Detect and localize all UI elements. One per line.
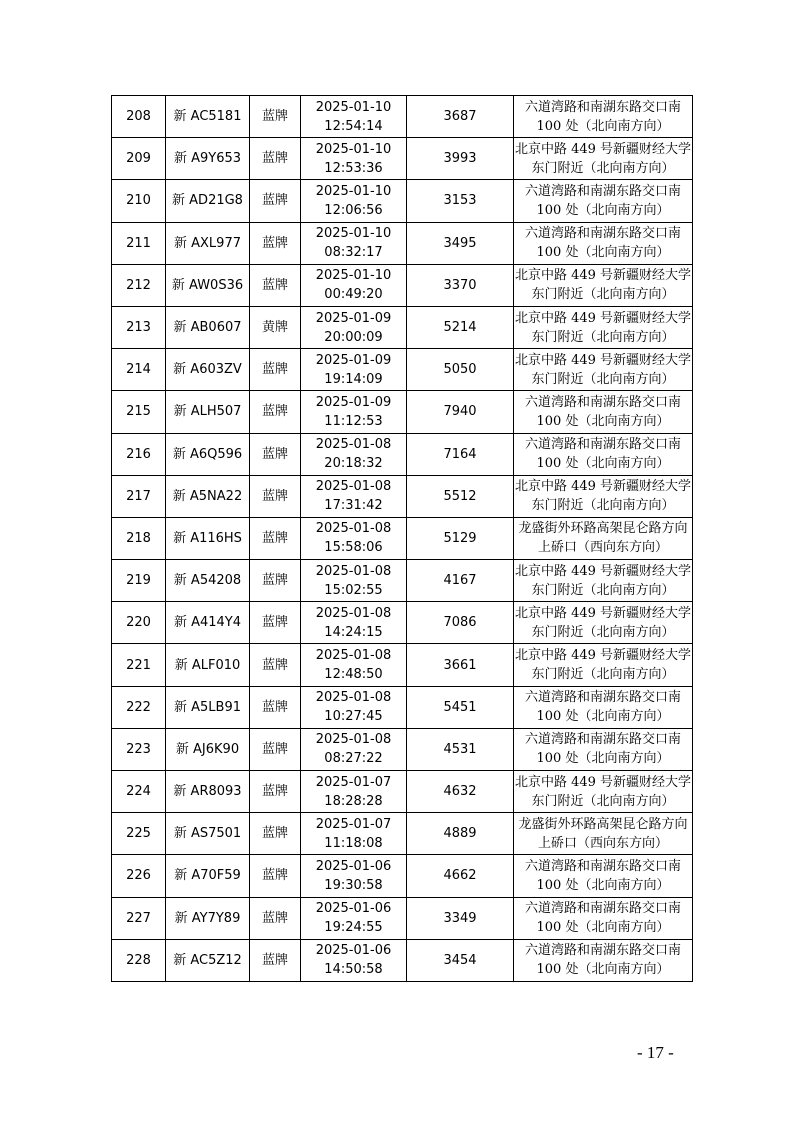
datetime-cell bbox=[301, 686, 407, 728]
location-line-2: 东门附近（北向南方向） bbox=[531, 160, 675, 176]
location-line-2: 东门附近（北向南方向） bbox=[531, 498, 675, 514]
location-line-2: 东门附近（北向南方向） bbox=[531, 582, 675, 598]
location-cell bbox=[514, 180, 693, 222]
location-cell bbox=[514, 644, 693, 686]
datetime-cell bbox=[301, 897, 407, 939]
row-number-cell: 228 bbox=[112, 939, 166, 981]
plate-color-cell: 蓝牌 bbox=[250, 602, 301, 644]
location-line-2: 东门附近（北向南方向） bbox=[531, 667, 675, 683]
value-cell: 5214 bbox=[407, 306, 514, 348]
location-line-1: 六道湾路和南湖东路交口南 bbox=[524, 394, 681, 410]
location-cell bbox=[514, 391, 693, 433]
time-text: 11:18:08 bbox=[324, 835, 383, 851]
location-line-2: 100 处（北向南方向） bbox=[536, 456, 670, 472]
location-cell bbox=[514, 855, 693, 897]
row-number-cell: 227 bbox=[112, 897, 166, 939]
table-row bbox=[112, 475, 693, 517]
datetime-cell bbox=[301, 433, 407, 475]
plate-number-cell: 新 A5NA22 bbox=[166, 475, 250, 517]
location-line-2: 100 处（北向南方向） bbox=[536, 709, 670, 725]
row-number-cell: 212 bbox=[112, 264, 166, 306]
plate-color-cell: 蓝牌 bbox=[250, 138, 301, 180]
value-cell: 7940 bbox=[407, 391, 514, 433]
plate-number-cell: 新 AS7501 bbox=[166, 813, 250, 855]
plate-color-cell: 蓝牌 bbox=[250, 728, 301, 770]
date-text: 2025-01-08 bbox=[315, 563, 392, 579]
location-line-1: 北京中路 449 号新疆财经大学 bbox=[514, 141, 692, 157]
plate-number-cell: 新 AR8093 bbox=[166, 771, 250, 813]
date-text: 2025-01-07 bbox=[315, 816, 392, 832]
datetime-cell bbox=[301, 475, 407, 517]
location-cell bbox=[514, 813, 693, 855]
table-row bbox=[112, 180, 693, 222]
location-line-1: 北京中路 449 号新疆财经大学 bbox=[514, 268, 692, 284]
table-row bbox=[112, 813, 693, 855]
datetime-cell bbox=[301, 222, 407, 264]
table-row bbox=[112, 138, 693, 180]
plate-color-cell: 蓝牌 bbox=[250, 855, 301, 897]
table-row bbox=[112, 560, 693, 602]
table-row bbox=[112, 433, 693, 475]
time-text: 15:58:06 bbox=[324, 540, 383, 556]
datetime-cell bbox=[301, 349, 407, 391]
row-number-cell: 216 bbox=[112, 433, 166, 475]
plate-color-cell: 蓝牌 bbox=[250, 897, 301, 939]
plate-color-cell: 蓝牌 bbox=[250, 560, 301, 602]
plate-color-cell: 蓝牌 bbox=[250, 813, 301, 855]
datetime-cell bbox=[301, 771, 407, 813]
page-number: - 17 - bbox=[637, 1043, 674, 1062]
time-text: 20:18:32 bbox=[324, 456, 383, 472]
table-row bbox=[112, 897, 693, 939]
table-row bbox=[112, 517, 693, 559]
plate-color-cell: 蓝牌 bbox=[250, 264, 301, 306]
value-cell: 3349 bbox=[407, 897, 514, 939]
time-text: 12:53:36 bbox=[324, 160, 383, 176]
row-number-cell: 218 bbox=[112, 517, 166, 559]
row-number-cell: 210 bbox=[112, 180, 166, 222]
location-line-1: 北京中路 449 号新疆财经大学 bbox=[514, 648, 692, 664]
table-row bbox=[112, 728, 693, 770]
location-cell bbox=[514, 96, 693, 138]
date-text: 2025-01-08 bbox=[315, 648, 392, 664]
table-row bbox=[112, 96, 693, 138]
date-text: 2025-01-08 bbox=[315, 437, 392, 453]
location-line-1: 六道湾路和南湖东路交口南 bbox=[524, 226, 681, 242]
location-cell bbox=[514, 939, 693, 981]
location-line-2: 100 处（北向南方向） bbox=[536, 751, 670, 767]
value-cell: 4632 bbox=[407, 771, 514, 813]
row-number-cell: 225 bbox=[112, 813, 166, 855]
date-text: 2025-01-09 bbox=[315, 310, 392, 326]
value-cell: 5050 bbox=[407, 349, 514, 391]
location-line-2: 东门附近（北向南方向） bbox=[531, 624, 675, 640]
time-text: 19:30:58 bbox=[324, 877, 383, 893]
date-text: 2025-01-07 bbox=[315, 774, 392, 790]
plate-number-cell: 新 AY7Y89 bbox=[166, 897, 250, 939]
records-table-wrapper bbox=[111, 95, 692, 982]
time-text: 14:50:58 bbox=[324, 962, 383, 978]
location-line-2: 100 处（北向南方向） bbox=[536, 920, 670, 936]
datetime-cell bbox=[301, 517, 407, 559]
row-number-cell: 221 bbox=[112, 644, 166, 686]
row-number-cell: 219 bbox=[112, 560, 166, 602]
location-line-1: 六道湾路和南湖东路交口南 bbox=[524, 858, 681, 874]
plate-color-cell: 蓝牌 bbox=[250, 391, 301, 433]
datetime-cell bbox=[301, 728, 407, 770]
date-text: 2025-01-06 bbox=[315, 858, 392, 874]
table-row bbox=[112, 939, 693, 981]
plate-number-cell: 新 AJ6K90 bbox=[166, 728, 250, 770]
location-line-1: 六道湾路和南湖东路交口南 bbox=[524, 183, 681, 199]
time-text: 17:31:42 bbox=[324, 498, 383, 514]
plate-number-cell: 新 A9Y653 bbox=[166, 138, 250, 180]
row-number-cell: 222 bbox=[112, 686, 166, 728]
datetime-cell bbox=[301, 138, 407, 180]
table-row bbox=[112, 686, 693, 728]
row-number-cell: 217 bbox=[112, 475, 166, 517]
row-number-cell: 208 bbox=[112, 96, 166, 138]
value-cell: 7164 bbox=[407, 433, 514, 475]
value-cell: 3993 bbox=[407, 138, 514, 180]
location-line-1: 六道湾路和南湖东路交口南 bbox=[524, 901, 681, 917]
plate-color-cell: 黄牌 bbox=[250, 306, 301, 348]
location-line-2: 东门附近（北向南方向） bbox=[531, 329, 675, 345]
time-text: 14:24:15 bbox=[324, 624, 383, 640]
location-cell bbox=[514, 517, 693, 559]
location-cell bbox=[514, 306, 693, 348]
value-cell: 3153 bbox=[407, 180, 514, 222]
location-line-1: 六道湾路和南湖东路交口南 bbox=[524, 99, 681, 115]
time-text: 12:06:56 bbox=[324, 202, 383, 218]
table-row bbox=[112, 391, 693, 433]
value-cell: 4167 bbox=[407, 560, 514, 602]
table-row bbox=[112, 855, 693, 897]
plate-color-cell: 蓝牌 bbox=[250, 433, 301, 475]
time-text: 19:14:09 bbox=[324, 371, 383, 387]
value-cell: 4889 bbox=[407, 813, 514, 855]
table-row bbox=[112, 644, 693, 686]
plate-number-cell: 新 AW0S36 bbox=[166, 264, 250, 306]
table-row bbox=[112, 349, 693, 391]
value-cell: 3454 bbox=[407, 939, 514, 981]
location-line-2: 100 处（北向南方向） bbox=[536, 962, 670, 978]
plate-color-cell: 蓝牌 bbox=[250, 475, 301, 517]
location-cell bbox=[514, 560, 693, 602]
time-text: 10:27:45 bbox=[324, 709, 383, 725]
plate-color-cell: 蓝牌 bbox=[250, 180, 301, 222]
value-cell: 5451 bbox=[407, 686, 514, 728]
location-cell bbox=[514, 686, 693, 728]
row-number-cell: 215 bbox=[112, 391, 166, 433]
datetime-cell bbox=[301, 306, 407, 348]
row-number-cell: 209 bbox=[112, 138, 166, 180]
plate-number-cell: 新 AC5181 bbox=[166, 96, 250, 138]
plate-color-cell: 蓝牌 bbox=[250, 96, 301, 138]
row-number-cell: 211 bbox=[112, 222, 166, 264]
date-text: 2025-01-08 bbox=[315, 732, 392, 748]
row-number-cell: 220 bbox=[112, 602, 166, 644]
location-line-1: 龙盛街外环路高架昆仑路方向 bbox=[518, 816, 688, 832]
location-line-1: 北京中路 449 号新疆财经大学 bbox=[514, 352, 692, 368]
plate-number-cell: 新 A70F59 bbox=[166, 855, 250, 897]
date-text: 2025-01-10 bbox=[315, 99, 392, 115]
value-cell: 5512 bbox=[407, 475, 514, 517]
records-table-body bbox=[112, 96, 693, 982]
date-text: 2025-01-08 bbox=[315, 521, 392, 537]
location-line-2: 东门附近（北向南方向） bbox=[531, 287, 675, 303]
location-line-1: 六道湾路和南湖东路交口南 bbox=[524, 943, 681, 959]
datetime-cell bbox=[301, 855, 407, 897]
row-number-cell: 224 bbox=[112, 771, 166, 813]
location-line-2: 东门附近（北向南方向） bbox=[531, 371, 675, 387]
plate-number-cell: 新 A5LB91 bbox=[166, 686, 250, 728]
location-line-2: 上硚口（西向东方向） bbox=[537, 540, 668, 556]
date-text: 2025-01-06 bbox=[315, 943, 392, 959]
location-cell bbox=[514, 475, 693, 517]
location-line-1: 六道湾路和南湖东路交口南 bbox=[524, 732, 681, 748]
plate-color-cell: 蓝牌 bbox=[250, 222, 301, 264]
location-line-1: 六道湾路和南湖东路交口南 bbox=[524, 690, 681, 706]
table-row bbox=[112, 306, 693, 348]
date-text: 2025-01-08 bbox=[315, 479, 392, 495]
datetime-cell bbox=[301, 391, 407, 433]
plate-color-cell: 蓝牌 bbox=[250, 517, 301, 559]
datetime-cell bbox=[301, 96, 407, 138]
value-cell: 4662 bbox=[407, 855, 514, 897]
plate-color-cell: 蓝牌 bbox=[250, 349, 301, 391]
location-cell bbox=[514, 349, 693, 391]
time-text: 12:48:50 bbox=[324, 667, 383, 683]
location-line-2: 100 处（北向南方向） bbox=[536, 877, 670, 893]
plate-number-cell: 新 A116HS bbox=[166, 517, 250, 559]
location-line-1: 北京中路 449 号新疆财经大学 bbox=[514, 310, 692, 326]
location-line-2: 100 处（北向南方向） bbox=[536, 245, 670, 261]
value-cell: 7086 bbox=[407, 602, 514, 644]
location-line-2: 100 处（北向南方向） bbox=[536, 202, 670, 218]
location-cell bbox=[514, 222, 693, 264]
datetime-cell bbox=[301, 264, 407, 306]
plate-color-cell: 蓝牌 bbox=[250, 939, 301, 981]
location-cell bbox=[514, 138, 693, 180]
plate-number-cell: 新 A603ZV bbox=[166, 349, 250, 391]
location-line-2: 100 处（北向南方向） bbox=[536, 413, 670, 429]
plate-number-cell: 新 A414Y4 bbox=[166, 602, 250, 644]
location-line-1: 北京中路 449 号新疆财经大学 bbox=[514, 774, 692, 790]
plate-color-cell: 蓝牌 bbox=[250, 771, 301, 813]
location-line-2: 东门附近（北向南方向） bbox=[531, 793, 675, 809]
location-line-2: 100 处（北向南方向） bbox=[536, 118, 670, 134]
datetime-cell bbox=[301, 813, 407, 855]
row-number-cell: 214 bbox=[112, 349, 166, 391]
date-text: 2025-01-10 bbox=[315, 226, 392, 242]
table-row bbox=[112, 771, 693, 813]
time-text: 08:32:17 bbox=[324, 245, 383, 261]
location-line-1: 北京中路 449 号新疆财经大学 bbox=[514, 479, 692, 495]
table-row bbox=[112, 222, 693, 264]
table-row bbox=[112, 264, 693, 306]
datetime-cell bbox=[301, 939, 407, 981]
row-number-cell: 213 bbox=[112, 306, 166, 348]
time-text: 08:27:22 bbox=[324, 751, 383, 767]
value-cell: 4531 bbox=[407, 728, 514, 770]
location-cell bbox=[514, 264, 693, 306]
date-text: 2025-01-08 bbox=[315, 605, 392, 621]
datetime-cell bbox=[301, 180, 407, 222]
datetime-cell bbox=[301, 560, 407, 602]
row-number-cell: 226 bbox=[112, 855, 166, 897]
location-cell bbox=[514, 771, 693, 813]
value-cell: 3495 bbox=[407, 222, 514, 264]
date-text: 2025-01-09 bbox=[315, 394, 392, 410]
location-cell bbox=[514, 433, 693, 475]
location-cell bbox=[514, 897, 693, 939]
time-text: 12:54:14 bbox=[324, 118, 383, 134]
location-line-2: 上硚口（西向东方向） bbox=[537, 835, 668, 851]
date-text: 2025-01-09 bbox=[315, 352, 392, 368]
plate-number-cell: 新 A6Q596 bbox=[166, 433, 250, 475]
location-cell bbox=[514, 728, 693, 770]
time-text: 19:24:55 bbox=[324, 920, 383, 936]
value-cell: 5129 bbox=[407, 517, 514, 559]
location-line-1: 龙盛街外环路高架昆仑路方向 bbox=[518, 521, 688, 537]
plate-number-cell: 新 AC5Z12 bbox=[166, 939, 250, 981]
location-line-1: 六道湾路和南湖东路交口南 bbox=[524, 437, 681, 453]
value-cell: 3370 bbox=[407, 264, 514, 306]
plate-number-cell: 新 ALH507 bbox=[166, 391, 250, 433]
plate-color-cell: 蓝牌 bbox=[250, 686, 301, 728]
date-text: 2025-01-10 bbox=[315, 141, 392, 157]
time-text: 15:02:55 bbox=[324, 582, 383, 598]
datetime-cell bbox=[301, 602, 407, 644]
plate-number-cell: 新 AD21G8 bbox=[166, 180, 250, 222]
location-line-1: 北京中路 449 号新疆财经大学 bbox=[514, 563, 692, 579]
violation-records-table bbox=[111, 95, 693, 982]
plate-number-cell: 新 ALF010 bbox=[166, 644, 250, 686]
plate-number-cell: 新 AB0607 bbox=[166, 306, 250, 348]
date-text: 2025-01-10 bbox=[315, 268, 392, 284]
time-text: 20:00:09 bbox=[324, 329, 383, 345]
location-line-1: 北京中路 449 号新疆财经大学 bbox=[514, 605, 692, 621]
date-text: 2025-01-06 bbox=[315, 901, 392, 917]
time-text: 18:28:28 bbox=[324, 793, 383, 809]
datetime-cell bbox=[301, 644, 407, 686]
date-text: 2025-01-08 bbox=[315, 690, 392, 706]
plate-number-cell: 新 A54208 bbox=[166, 560, 250, 602]
time-text: 11:12:53 bbox=[324, 413, 383, 429]
value-cell: 3687 bbox=[407, 96, 514, 138]
date-text: 2025-01-10 bbox=[315, 183, 392, 199]
row-number-cell: 223 bbox=[112, 728, 166, 770]
location-cell bbox=[514, 602, 693, 644]
time-text: 00:49:20 bbox=[324, 287, 383, 303]
plate-color-cell: 蓝牌 bbox=[250, 644, 301, 686]
table-row bbox=[112, 602, 693, 644]
plate-number-cell: 新 AXL977 bbox=[166, 222, 250, 264]
value-cell: 3661 bbox=[407, 644, 514, 686]
